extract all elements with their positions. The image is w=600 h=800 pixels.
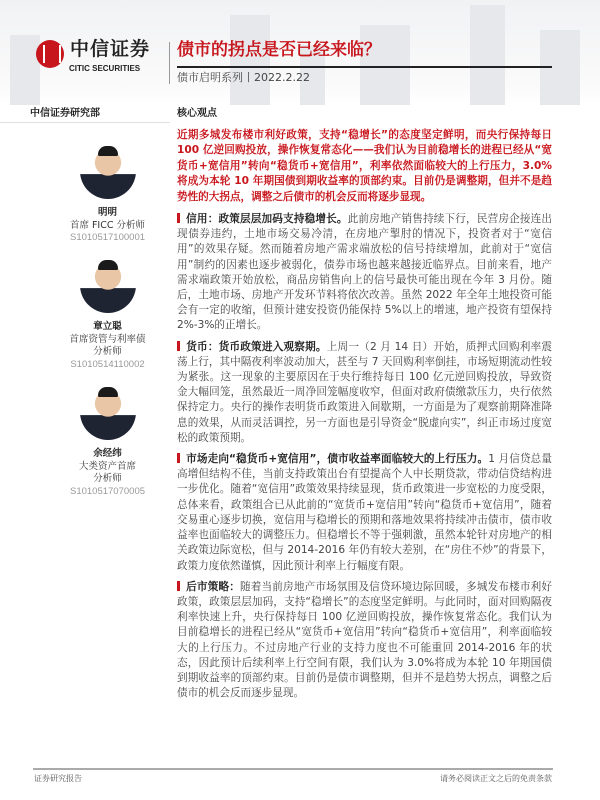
- main-column: [177, 128, 552, 707]
- footer-rule: [33, 768, 553, 770]
- analyst-name: 章立聪: [93, 321, 122, 332]
- analyst-role: 首席 FICC 分析师: [69, 219, 146, 231]
- analyst-id: S1010517100001: [69, 232, 146, 243]
- analyst-role: 首席资管与利率债: [69, 333, 146, 345]
- paragraph-lead: 信用：政策层层加码支持稳增长。: [186, 213, 348, 226]
- analyst-role: 大类资产首席: [78, 460, 136, 472]
- analyst-name: 余经纬: [93, 448, 122, 459]
- analyst-photo: [80, 143, 136, 199]
- paragraph-lead: 货币：货币政策进入观察期。: [186, 340, 327, 353]
- sidebar-rule: [0, 122, 170, 123]
- analyst-name: 明明: [97, 207, 117, 218]
- paragraph-text: 此前房地产销售持续下行，民营房企接连出现债券违约，土地市场交易冷清，在房地产掣肘的情况下，投资者对于“宽信用”的效果存疑。然而随着房地产需求端放松的信号持续增加，此前对于“宽信用”制约的因素也逐步被弱化，债券市场也越来越接近临界点。目前来看，地产需求端政策开始放松，商品房销售向上的信号最快可能出现在今年 3 月份。随后，土地市场、房地产开发环节料将依次改善。虽然 2022 年全年土地投资可能会有一定的收缩，但预计建安投资仍能保持 5%以上的增速，地产投资有望保持 2%-3%的正增长。: [177, 213, 552, 332]
- paragraph-market: [177, 452, 552, 574]
- analyst-role-2: 分析师: [93, 346, 122, 357]
- paragraph-text: 随着当前房地产市场氛围及信贷环境边际回暖，多城发布楼市利好政策，政策层层加码，支持“稳增长”的态度坚定鲜明。与此同时，面对回购隔夜利率快速上升，央行保持每日 100 亿逆回购投放，操作恢复常态化。我们认为目前稳增长的进程已经从“宽货币+宽信用”转向“稳货币+宽信用”，利率面临较大的上行压力。不过房地产行业的支持力度也不可能重回 2014-2016 年的状态，因此预计后续利率上行空间有限，我们认为 3.0%将成为本轮 10 年期国债到期收益率的顶部约束。目前仍是债市调整期，但并不是趋势大拐点，调整之后债市的机会反而逐步显现。: [177, 580, 553, 700]
- paragraph-text: 1 月信贷总量高增但结构不佳，当前支持政策出台有望提高个人中长期贷款，带动信贷结构进一步优化。随着“宽信用”政策效果持续显现，货币政策进一步宽松的力度受限，总体来看，政策组合已从此前的“宽货币+宽信用”转向“稳货币+宽信用”，随着交易重心逐步切换，宽信用与稳增长的预期和落地效果将持续冲击债市，债市收益率也面临较大的调整压力。但稳增长不等于强刺激，虽然本轮针对房地产的相关政策边际宽松，但与 2014-2016 年仍有较大差别，在“房住不炒”的背景下，政策力度依然谨慎，因此预计利率上行幅度有限。: [177, 453, 552, 572]
- paragraph-strategy: [177, 580, 552, 702]
- analyst-id: S1010517070005: [69, 485, 146, 497]
- bullet-bar: [177, 453, 180, 463]
- analyst-photo: [80, 384, 136, 440]
- section-heading: 核心观点: [177, 108, 217, 119]
- paragraph-lead: 后市策略：: [186, 580, 240, 593]
- analyst-id: S1010514110002: [70, 358, 145, 370]
- title-rule: [177, 66, 552, 68]
- report-title: 债市的拐点是否已经来临？: [177, 40, 381, 60]
- bullet-bar: [177, 581, 180, 591]
- paragraph-monetary: [177, 340, 552, 446]
- citic-logo-icon: [36, 40, 64, 68]
- report-subtitle: 债市启明系列丨2022.2.22: [177, 71, 310, 84]
- paragraph-credit: [177, 212, 552, 334]
- footer-disclaimer: 请务必阅读正文之后的免责条款: [440, 774, 552, 783]
- paragraph-lead: 市场走向“稳货币+宽信用”，债市收益率面临较大的上行压力。: [186, 453, 489, 466]
- header-divider: [169, 42, 170, 84]
- brand-name-cn: 中信证券: [70, 38, 151, 60]
- analyst-photo: [80, 257, 136, 313]
- core-summary: 近期多城发布楼市利好政策，支持“稳增长”的态度坚定鲜明，而央行保持每日 100 亿逆回购投放，操作恢复常态化——我们认为目前稳增长的进程已经从“宽货币+宽信用”转向“稳货币+宽信用”，利率依然面临较大的上行压力，3.0%将成为本轮 10 年期国债到期收益率的顶部约束。目前仍是调整期，但并不是趋势性的大拐点，调整之后债市的机会反而将逐步显现。: [177, 129, 552, 203]
- footer-left: 证券研究报告: [34, 774, 82, 783]
- brand-name-en: CITIC SECURITIES: [69, 64, 141, 73]
- bullet-bar: [177, 213, 180, 223]
- analyst-role-2: 分析师: [93, 473, 122, 484]
- paragraph-text: 上周一（2 月 14 日）开始，质押式回购利率震荡上行，其中隔夜利率波动加大，甚至与 7 天回购利率倒挂，市场短期流动性较为紧张。这一现象的主要原因在于央行维持每日 100 亿元逆回购投放，导致资金大幅回笼，虽然最近一周净回笼幅度收窄，但面对政府债缴款压力，央行依然保持定力。央行的操作表明货币政策进入间歇期，一方面是为了观察前期降准降息的效果，从而灵活调控，另一方面也是引导资金“脱虚向实”，纠正市场过度宽松的政策预期。: [177, 340, 553, 444]
- department-label: 中信证券研究部: [30, 108, 100, 119]
- bullet-bar: [177, 341, 180, 351]
